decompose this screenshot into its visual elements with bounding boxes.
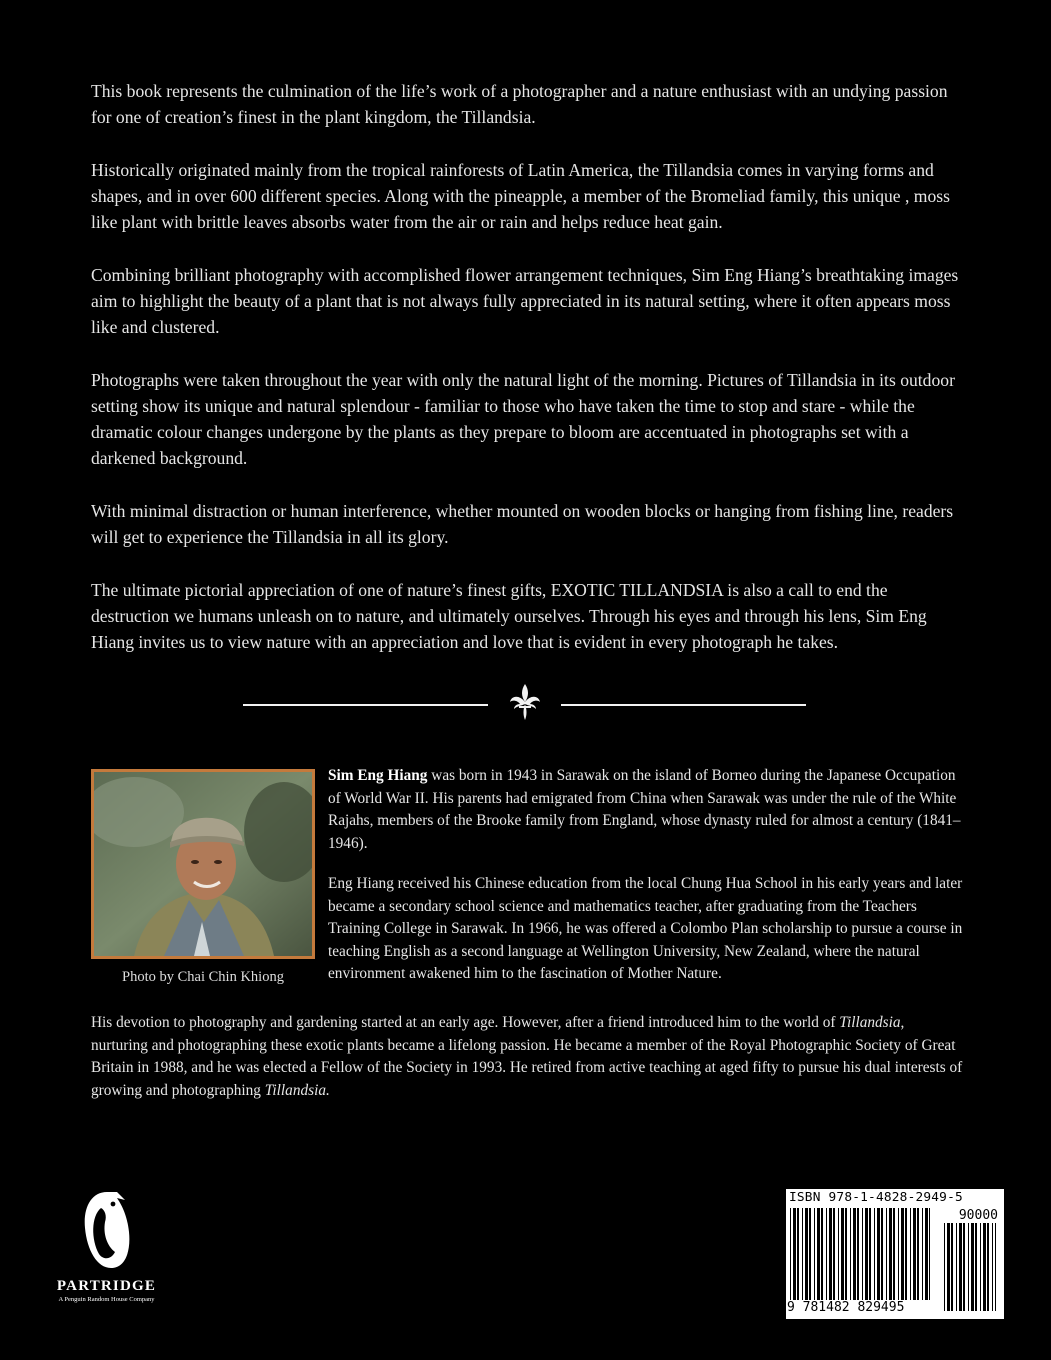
barcode-bar <box>944 1223 945 1311</box>
author-photo-frame <box>91 769 315 959</box>
barcode-bar <box>841 1208 844 1300</box>
barcode-bar <box>862 1208 863 1300</box>
isbn-barcode <box>786 1189 1004 1319</box>
barcode-bar <box>833 1208 835 1300</box>
barcode-bar <box>889 1208 892 1300</box>
publisher-logo <box>44 1188 169 1318</box>
bio-paragraph-3-part-b: , nurturing and photographing these exotic plants became a lifelong passion. He became a member of the Royal Photographic Society of Great Britain in 1988, and he was elected a Fellow of the Society in 1993. He retired from active teaching at aged fifty to pursue his dual interests of growing and photographing <box>91 1014 963 1099</box>
barcode-bar <box>901 1208 904 1300</box>
bio-paragraph-1-text: was born in 1943 in Sarawak on the island of Borneo during the Japanese Occupation of World War II. His parents had emigrated from China when Sarawak was under the rule of the White Rajahs, members of the Brooke family from England, whose dynasty ruled for almost a century (1841–1946). <box>328 767 961 852</box>
bio-paragraph-1 <box>328 765 963 855</box>
divider-line-left <box>243 704 488 706</box>
author-name: Sim Eng Hiang <box>328 767 428 784</box>
barcode-bar <box>850 1208 851 1300</box>
partridge-bird-icon <box>77 1188 137 1274</box>
fleur-de-lis-icon <box>506 682 544 722</box>
ornamental-divider <box>243 682 806 722</box>
barcode-bar <box>995 1223 996 1311</box>
barcode-bar <box>951 1223 953 1311</box>
publisher-tagline: A Penguin Random House Company <box>58 1296 155 1303</box>
back-cover-blurb <box>91 78 963 682</box>
barcode-bar <box>838 1208 839 1300</box>
barcode-bar <box>845 1208 847 1300</box>
barcode-bar <box>905 1208 907 1300</box>
price-code: 90000 <box>958 1208 998 1223</box>
barcode-bar <box>925 1208 928 1300</box>
barcode-bar <box>805 1208 808 1300</box>
blurb-paragraph-3: Combining brilliant photography with accomplished flower arrangement techniques, Sim Eng Hiang’s breathtaking images aim to highlight the beauty of a plant that is not always fully appreciated in its natural setting, where it often appears moss like and clustered. <box>91 265 959 337</box>
barcode-bar <box>987 1223 989 1311</box>
barcode-bar <box>853 1208 856 1300</box>
blurb-paragraph-5: With minimal distraction or human interference, whether mounted on wooden blocks or hanging from fishing line, readers will get to experience the Tillandsia in all its glory. <box>91 501 954 547</box>
barcode-bar <box>980 1223 981 1311</box>
barcode-bar <box>913 1208 916 1300</box>
barcode-bar <box>922 1208 923 1300</box>
barcode-bar <box>963 1223 965 1311</box>
barcode-bar <box>817 1208 820 1300</box>
barcode-bar <box>971 1223 974 1311</box>
photo-credit: Photo by Chai Chin Khiong <box>122 969 284 985</box>
barcode-bar <box>877 1208 880 1300</box>
blurb-paragraph-6: The ultimate pictorial appreciation of one of nature’s finest gifts, EXOTIC TILLANDSIA is also a call to end the destruction we humans unleash on to nature, and ultimately ourselves. Through his eyes and through his lens, Sim Eng Hiang invites us to view nature with an appreciation and love that is evident in every photograph he takes. <box>91 580 927 652</box>
blurb-paragraph-2: Historically originated mainly from the tropical rainforests of Latin America, the Tillandsia comes in varying forms and shapes, and in over 600 different species. Along with the pineapple, a member of the Bromeliad family, this unique , moss like plant with brittle leaves absorbs water from the air or rain and helps reduce heat gain. <box>91 160 950 232</box>
barcode-bar <box>968 1223 969 1311</box>
barcode-digits: 9 781482 829495 <box>787 1300 905 1315</box>
barcode-bar <box>881 1208 883 1300</box>
barcode-bar <box>959 1223 962 1311</box>
barcode-bar <box>956 1223 957 1311</box>
barcode-bar <box>893 1208 895 1300</box>
barcode-bar <box>992 1223 993 1311</box>
bio-paragraph-3-italic-2: Tillandsia. <box>264 1081 330 1099</box>
bio-paragraph-3 <box>91 1012 963 1102</box>
author-portrait <box>94 772 312 956</box>
price-addon-bars <box>944 1223 996 1311</box>
barcode-bar <box>802 1208 803 1300</box>
barcode-bar <box>797 1208 799 1300</box>
bio-paragraph-3-part-a: His devotion to photography and gardening started at an early age. However, after a friend introduced him to the world of <box>91 1014 840 1031</box>
barcode-bar <box>865 1208 868 1300</box>
barcode-bar <box>826 1208 827 1300</box>
publisher-name: PARTRIDGE <box>56 1278 157 1294</box>
barcode-bar <box>790 1208 791 1300</box>
barcode-bar <box>814 1208 815 1300</box>
barcode-bar <box>829 1208 832 1300</box>
isbn-label: ISBN 978-1-4828-2949-5 <box>789 1190 963 1205</box>
bio-paragraph-3-italic-1: Tillandsia <box>839 1014 901 1031</box>
blurb-paragraph-4: Photographs were taken throughout the year with only the natural light of the morning. Pictures of Tillandsia in its outdoor setting show its unique and natural splendour - familiar to those who have taken the time to stop and stare - while the dramatic colour changes undergone by the plants as they prepare to bloom are accentuated in photographs set with a darkened background. <box>91 370 955 468</box>
barcode-bar <box>983 1223 986 1311</box>
barcode-bar <box>857 1208 859 1300</box>
author-bio <box>328 765 963 1004</box>
divider-line-right <box>561 704 806 706</box>
barcode-bar <box>929 1208 930 1300</box>
barcode-bar <box>874 1208 875 1300</box>
barcode-bar <box>793 1208 796 1300</box>
bio-paragraph-2: Eng Hiang received his Chinese education from the local Chung Hua School in his early years and later became a secondary school science and mathematics teacher, after graduating from the Teachers Training College in Sarawak. In 1966, he was offered a Colombo Plan scholarship to pursue a course in teaching English as a second language at Wellington University, New Zealand, where the natural environment awakened him to the fascination of Mother Nature. <box>328 875 963 982</box>
barcode-bar <box>917 1208 919 1300</box>
barcode-bar <box>821 1208 823 1300</box>
blurb-paragraph-1: This book represents the culmination of the life’s work of a photographer and a nature enthusiast with an undying passion for one of creation’s finest in the plant kingdom, the Tillandsia. <box>91 81 948 127</box>
barcode-bar <box>947 1223 950 1311</box>
barcode-bar <box>910 1208 911 1300</box>
barcode-bar <box>898 1208 899 1300</box>
barcode-bar <box>886 1208 887 1300</box>
author-bio-continued <box>91 1012 963 1102</box>
barcode-bar <box>869 1208 871 1300</box>
barcode-bar <box>809 1208 811 1300</box>
barcode-bar <box>975 1223 977 1311</box>
